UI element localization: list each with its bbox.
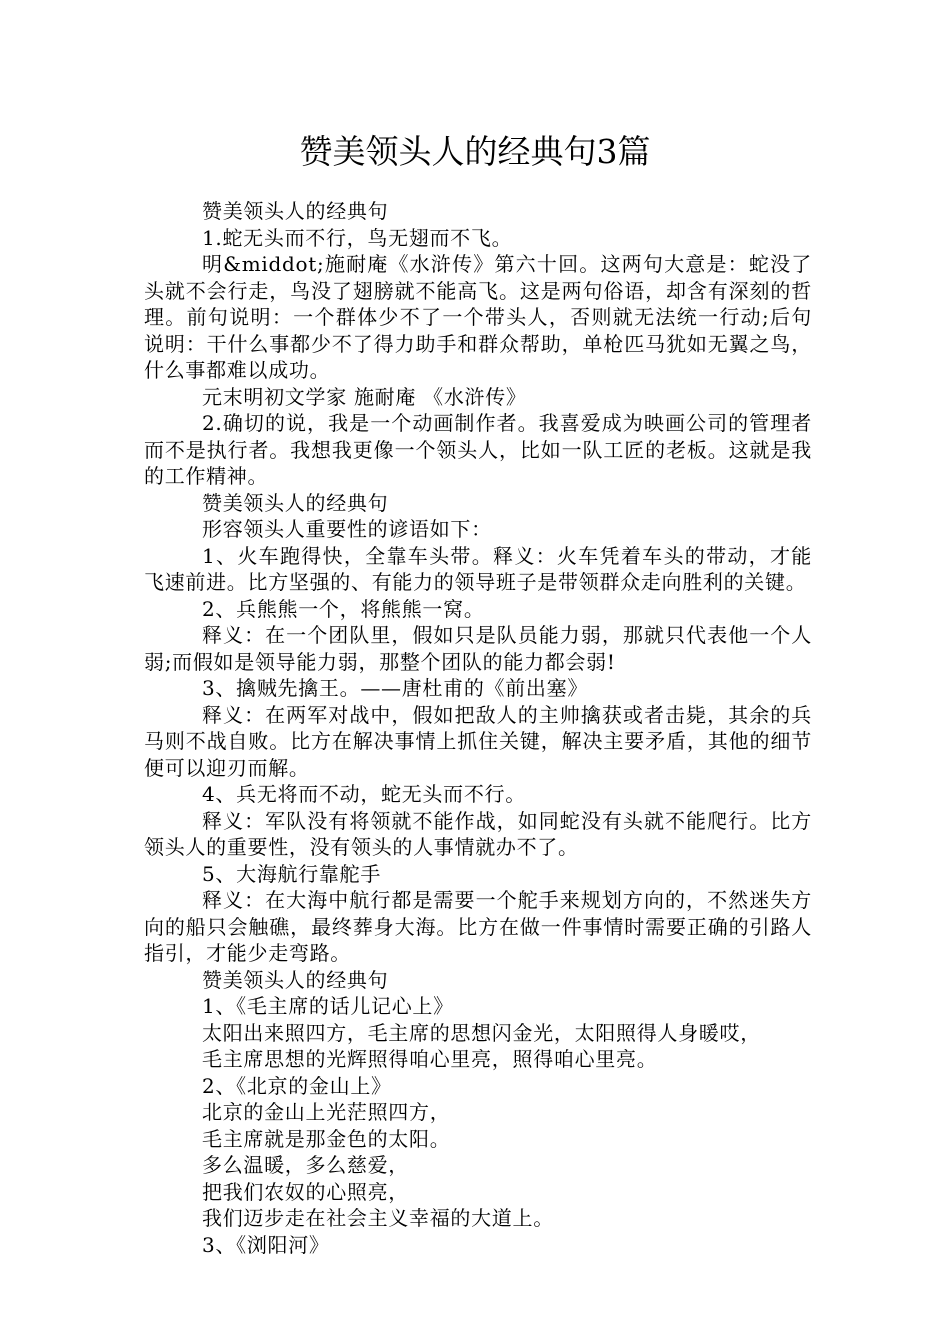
paragraph: 1、《毛主席的话儿记心上》 [202,994,454,1018]
paragraph: 4、兵无将而不动，蛇无头而不行。 [202,782,526,806]
verse-line: 北京的金山上光茫照四方， [202,1100,451,1124]
paragraph: 1、火车跑得快，全靠车头带。释义：火车凭着车头的带动，才能飞速前进。比方坚强的、有能力的领导班子是带领群众走向胜利的关键。 [144,543,812,594]
paragraph: 形容领头人重要性的谚语如下： [202,517,492,541]
verse-line: 我们迈步走在社会主义幸福的大道上。 [202,1206,554,1230]
paragraph: 明&middot;施耐庵《水浒传》第六十回。这两句大意是：蛇没了头就不会行走，鸟没了翅膀就不能高飞。这是两句俗语，却含有深刻的哲理。前句说明：一个群体少不了一个带头人，否则就无法统一行动;后句说明：干什么事都少不了得力助手和群众帮助，单枪匹马犹如无翼之鸟，什么事都难以成功。 [144,252,812,382]
paragraph: 3、擒贼先擒王。——唐杜甫的《前出塞》 [202,676,589,700]
paragraph: 释义：军队没有将领就不能作战，如同蛇没有头就不能爬行。比方领头人的重要性，没有领头的人事情就办不了。 [144,808,812,859]
paragraph: 赞美领头人的经典句 [202,967,389,992]
paragraph: 3、《浏阳河》 [202,1232,330,1257]
paragraph: 释义：在两军对战中，假如把敌人的主帅擒获或者击毙，其余的兵马则不战自败。比方在解决事情上抓住关键，解决主要矛盾，其他的细节便可以迎刃而解。 [144,702,812,780]
document-body [144,198,812,1258]
paragraph: 2.确切的说，我是一个动画制作者。我喜爱成为映画公司的管理者而不是执行者。我想我更像一个领头人，比如一队工匠的老板。这就是我的工作精神。 [144,411,812,488]
paragraph: 赞美领头人的经典句 [202,490,389,515]
paragraph: 1.蛇无头而不行，鸟无翅而不飞。 [202,225,513,250]
paragraph: 2、兵熊熊一个，将熊熊一窝。 [202,596,485,621]
verse-line: 毛主席思想的光辉照得咱心里亮，照得咱心里亮。 [202,1047,658,1071]
paragraph: 赞美领头人的经典句 [202,199,389,223]
paragraph: 释义：在一个团队里，假如只是队员能力弱，那就只代表他一个人弱;而假如是领导能力弱，那整个团队的能力都会弱! [144,623,812,674]
verse-line: 太阳出来照四方，毛主席的思想闪金光，太阳照得人身暖哎， [202,1020,761,1045]
verse-line: 毛主席就是那金色的太阳。 [202,1126,451,1151]
document-title: 赞美领头人的经典句3篇 [299,132,651,171]
verse-line: 把我们农奴的心照亮， [202,1179,409,1204]
paragraph: 5、大海航行靠舵手 [202,861,382,886]
paragraph: 元末明初文学家 施耐庵 《水浒传》 [202,384,527,409]
paragraph: 2、《北京的金山上》 [202,1073,392,1098]
paragraph: 释义：在大海中航行都是需要一个舵手来规划方向的，不然迷失方向的船只会触礁，最终葬身大海。比方在做一件事情时需要正确的引路人指引，才能少走弯路。 [144,888,812,965]
verse-line: 多么温暖，多么慈爱， [202,1153,409,1177]
